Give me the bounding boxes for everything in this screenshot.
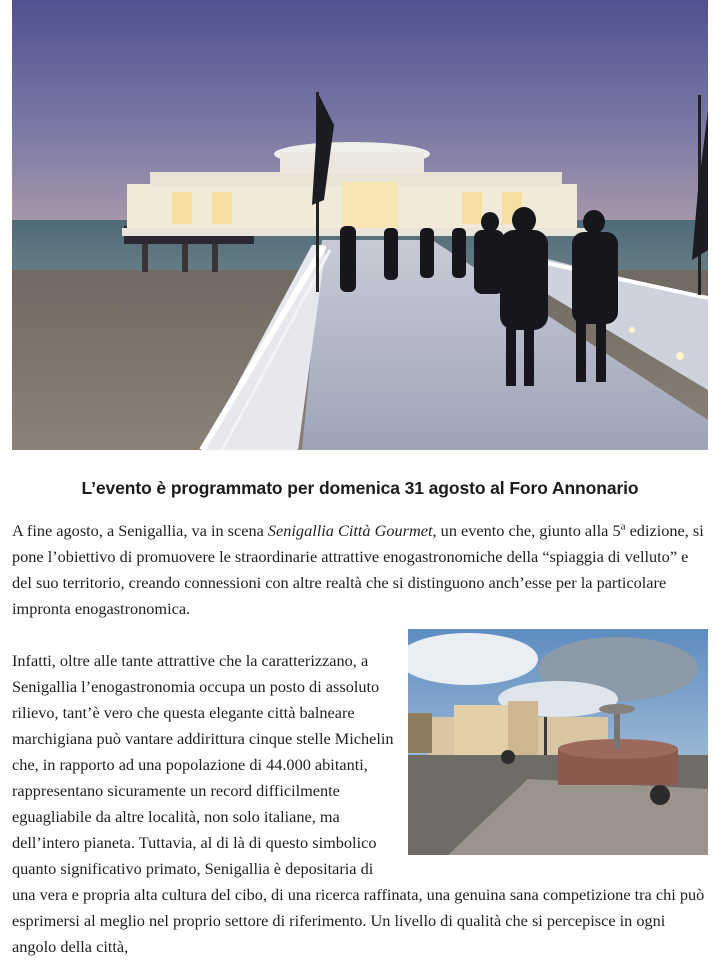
- event-name: Senigallia Città Gourmet: [267, 521, 433, 540]
- intro-paragraph: [12, 518, 708, 622]
- intro-text-before: A fine agosto, a Senigallia, va in scena: [12, 521, 268, 540]
- body-paragraph: [12, 648, 708, 960]
- body-paragraph-text: Infatti, oltre alle tante attrattive che la caratterizzano, a Senigallia l’enogastronomia occupa un posto di assoluto rilievo, tant’è vero che questa elegante città balneare marchigiana può vantare addirittura cinque stelle Michelin che, in rapporto ad una popolazione di 44.000 abitanti, rappresentano sicuramente un record difficilmente eguagliabile da altre località, non solo italiane, ma dell’intero pianeta. Tuttavia, al di là di questo simbolico quanto significativo primato, Senigallia è depositaria di una vera e propria alta cultura del cibo, di una ricerca raffinata, una genuina sana competizione tra chi può esprimersi al meglio nel proprio settore di riferimento. Un livello di qualità che si percepisce in ogni angolo della città,: [12, 651, 705, 956]
- intro-text-mid: , un evento che, giunto alla 5: [432, 521, 621, 540]
- castle-photo: [408, 629, 708, 855]
- edition-superscript: a: [620, 520, 626, 533]
- intro-text-after: edizione, si pone l’obiettivo di promuovere le straordinarie attrattive enogastronomiche della “spiaggia di velluto” e del suo territorio, creando connessioni con altre realtà che si distinguono anch’esse per la particolare impronta enogastronomica.: [12, 521, 704, 618]
- image-caption: L’evento è programmato per domenica 31 agosto al Foro Annonario: [81, 478, 639, 498]
- hero-photo: [12, 0, 708, 450]
